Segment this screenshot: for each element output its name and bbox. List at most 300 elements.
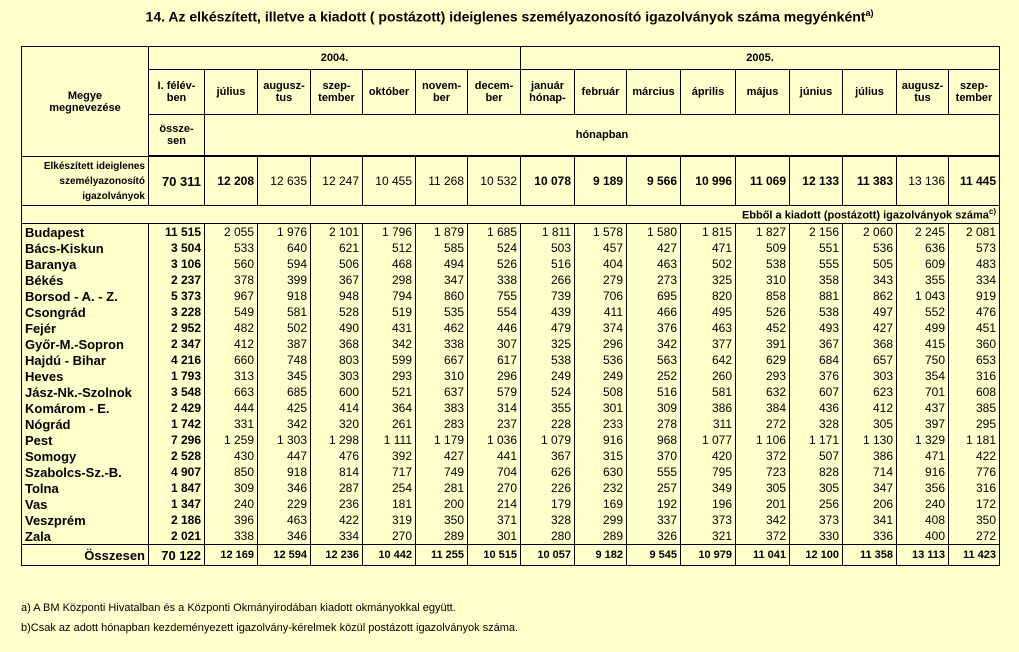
cell-value: 2 245 (897, 224, 949, 241)
table-row (22, 240, 1000, 256)
produced-value: 12 635 (258, 157, 311, 206)
cell-value: 503 (521, 240, 575, 256)
cell-value: 273 (627, 272, 681, 288)
table-row (22, 416, 1000, 432)
produced-value: 9 566 (627, 157, 681, 206)
cell-value: 355 (521, 400, 575, 416)
cell-value: 342 (363, 336, 416, 352)
cell-value: 319 (363, 512, 416, 528)
cell-value: 378 (205, 272, 258, 288)
cell-value: 549 (205, 304, 258, 320)
cell-value: 240 (897, 496, 949, 512)
county-name: Békés (22, 272, 149, 288)
footnote-b: b)Csak az adott hónapban kezdeményezett igazolvány-kérelmek közül postázott igazolványok száma. (21, 622, 519, 634)
cell-value: 457 (575, 240, 627, 256)
cell-value: 519 (363, 304, 416, 320)
col-first-half-total: össze- sen (149, 115, 205, 156)
cell-value: 420 (681, 448, 736, 464)
table-row (22, 512, 1000, 528)
cell-value: 2 055 (205, 224, 258, 241)
cell-value: 192 (627, 496, 681, 512)
total-value: 9 545 (627, 545, 681, 566)
cell-value: 552 (897, 304, 949, 320)
cell-value: 279 (575, 272, 627, 288)
cell-value: 451 (949, 320, 1000, 336)
cell-value: 200 (416, 496, 468, 512)
produced-value: 13 136 (897, 157, 949, 206)
col-2005-month: augusz- tus (897, 70, 949, 115)
cell-value: 397 (897, 416, 949, 432)
cell-value: 315 (575, 448, 627, 464)
year-2005: 2005. (521, 47, 1000, 70)
col-2005-month: január hónap- (521, 70, 575, 115)
cell-value: 482 (205, 320, 258, 336)
table-row (22, 400, 1000, 416)
cell-value: 739 (521, 288, 575, 304)
cell-value: 404 (575, 256, 627, 272)
cell-value: 1 811 (521, 224, 575, 241)
cell-value: 581 (258, 304, 311, 320)
cell-value: 367 (311, 272, 363, 288)
cell-value: 660 (205, 352, 258, 368)
cell-value: 387 (258, 336, 311, 352)
col-2005-month: február (575, 70, 627, 115)
cell-value: 350 (949, 512, 1000, 528)
cell-value: 749 (416, 464, 468, 480)
total-value: 11 358 (843, 545, 897, 566)
cell-value: 820 (681, 288, 736, 304)
cell-value: 2 021 (149, 528, 205, 545)
cell-value: 1 815 (681, 224, 736, 241)
cell-value: 249 (575, 368, 627, 384)
cell-value: 918 (258, 288, 311, 304)
cell-value: 490 (311, 320, 363, 336)
cell-value: 350 (416, 512, 468, 528)
cell-value: 1 685 (468, 224, 521, 241)
cell-value: 386 (843, 448, 897, 464)
cell-value: 535 (416, 304, 468, 320)
county-name: Pest (22, 432, 149, 448)
cell-value: 374 (575, 320, 627, 336)
total-value: 10 057 (521, 545, 575, 566)
county-name: Vas (22, 496, 149, 512)
cell-value: 347 (416, 272, 468, 288)
year-2004: 2004. (149, 47, 521, 70)
cell-value: 1 796 (363, 224, 416, 241)
cell-value: 346 (258, 528, 311, 545)
cell-value: 289 (416, 528, 468, 545)
cell-value: 370 (627, 448, 681, 464)
cell-value: 214 (468, 496, 521, 512)
cell-value: 526 (468, 256, 521, 272)
cell-value: 1 847 (149, 480, 205, 496)
produced-value: 10 078 (521, 157, 575, 206)
cell-value: 293 (736, 368, 790, 384)
produced-value: 70 311 (149, 157, 205, 206)
cell-value: 2 186 (149, 512, 205, 528)
cell-value: 314 (468, 400, 521, 416)
cell-value: 502 (258, 320, 311, 336)
cell-value: 2 237 (149, 272, 205, 288)
cell-value: 301 (575, 400, 627, 416)
produced-value: 12 133 (790, 157, 843, 206)
cell-value: 918 (258, 464, 311, 480)
cell-value: 723 (736, 464, 790, 480)
cell-value: 814 (311, 464, 363, 480)
cell-value: 468 (363, 256, 416, 272)
col-first-half: I. félév- ben (149, 70, 205, 115)
cell-value: 3 504 (149, 240, 205, 256)
cell-value: 342 (736, 512, 790, 528)
cell-value: 412 (205, 336, 258, 352)
total-value: 10 442 (363, 545, 416, 566)
cell-value: 295 (949, 416, 1000, 432)
cell-value: 236 (311, 496, 363, 512)
cell-value: 2 101 (311, 224, 363, 241)
cell-value: 471 (897, 448, 949, 464)
cell-value: 289 (575, 528, 627, 545)
cell-value: 617 (468, 352, 521, 368)
cell-value: 2 429 (149, 400, 205, 416)
cell-value: 667 (416, 352, 468, 368)
cell-value: 272 (736, 416, 790, 432)
cell-value: 256 (790, 496, 843, 512)
cell-value: 336 (843, 528, 897, 545)
cell-value: 755 (468, 288, 521, 304)
cell-value: 536 (843, 240, 897, 256)
col-2004-month: augusz- tus (258, 70, 311, 115)
cell-value: 1 578 (575, 224, 627, 241)
cell-value: 272 (949, 528, 1000, 545)
total-value: 11 255 (416, 545, 468, 566)
county-name: Bács-Kiskun (22, 240, 149, 256)
cell-value: 345 (258, 368, 311, 384)
cell-value: 7 296 (149, 432, 205, 448)
cell-value: 506 (311, 256, 363, 272)
cell-value: 254 (363, 480, 416, 496)
cell-value: 342 (258, 416, 311, 432)
cell-value: 372 (736, 528, 790, 545)
cell-value: 862 (843, 288, 897, 304)
cell-value: 2 060 (843, 224, 897, 241)
table-row (22, 368, 1000, 384)
table-row (22, 448, 1000, 464)
cell-value: 2 081 (949, 224, 1000, 241)
cell-value: 916 (575, 432, 627, 448)
cell-value: 636 (897, 240, 949, 256)
cell-value: 287 (311, 480, 363, 496)
county-name: Csongrád (22, 304, 149, 320)
cell-value: 1 130 (843, 432, 897, 448)
cell-value: 392 (363, 448, 416, 464)
cell-value: 325 (521, 336, 575, 352)
cell-value: 2 528 (149, 448, 205, 464)
cell-value: 447 (258, 448, 311, 464)
cell-value: 524 (468, 240, 521, 256)
produced-value: 12 247 (311, 157, 363, 206)
cell-value: 507 (790, 448, 843, 464)
cell-value: 1 259 (205, 432, 258, 448)
produced-value: 10 532 (468, 157, 521, 206)
col-2005-month: szep- tember (949, 70, 1000, 115)
cell-value: 181 (363, 496, 416, 512)
cell-value: 278 (627, 416, 681, 432)
cell-value: 196 (681, 496, 736, 512)
cell-value: 881 (790, 288, 843, 304)
cell-value: 260 (681, 368, 736, 384)
cell-value: 341 (843, 512, 897, 528)
total-value: 70 122 (149, 545, 205, 566)
cell-value: 356 (897, 480, 949, 496)
footnote-a: a) A BM Központi Hivatalban és a Központi Okmányirodában kiadott okmányokkal együtt. (21, 602, 456, 614)
county-name: Győr-M.-Sopron (22, 336, 149, 352)
cell-value: 338 (416, 336, 468, 352)
cell-value: 367 (521, 448, 575, 464)
produced-value: 12 208 (205, 157, 258, 206)
cell-value: 1 976 (258, 224, 311, 241)
cell-value: 316 (949, 368, 1000, 384)
cell-value: 1 827 (736, 224, 790, 241)
total-label: Összesen (22, 545, 149, 566)
cell-value: 714 (843, 464, 897, 480)
cell-value: 383 (416, 400, 468, 416)
cell-value: 1 181 (949, 432, 1000, 448)
cell-value: 512 (363, 240, 416, 256)
cell-value: 412 (843, 400, 897, 416)
cell-value: 343 (843, 272, 897, 288)
produced-value: 9 189 (575, 157, 627, 206)
cell-value: 408 (897, 512, 949, 528)
table-row (22, 464, 1000, 480)
cell-value: 384 (736, 400, 790, 416)
cell-value: 296 (575, 336, 627, 352)
cell-value: 493 (790, 320, 843, 336)
cell-value: 337 (627, 512, 681, 528)
cell-value: 776 (949, 464, 1000, 480)
cell-value: 476 (949, 304, 1000, 320)
county-name: Szabolcs-Sz.-B. (22, 464, 149, 480)
cell-value: 502 (681, 256, 736, 272)
cell-value: 320 (311, 416, 363, 432)
cell-value: 497 (843, 304, 897, 320)
cell-value: 377 (681, 336, 736, 352)
cell-value: 415 (897, 336, 949, 352)
cell-value: 391 (736, 336, 790, 352)
cell-value: 338 (205, 528, 258, 545)
cell-value: 310 (416, 368, 468, 384)
produced-value: 10 455 (363, 157, 416, 206)
cell-value: 372 (736, 448, 790, 464)
cell-value: 266 (521, 272, 575, 288)
cell-value: 270 (363, 528, 416, 545)
total-value: 11 423 (949, 545, 1000, 566)
cell-value: 704 (468, 464, 521, 480)
cell-value: 2 952 (149, 320, 205, 336)
cell-value: 283 (416, 416, 468, 432)
cell-value: 338 (468, 272, 521, 288)
cell-value: 524 (521, 384, 575, 400)
cell-value: 4 907 (149, 464, 205, 480)
col-2005-month: július (843, 70, 897, 115)
cell-value: 305 (843, 416, 897, 432)
cell-value: 528 (311, 304, 363, 320)
cell-value: 1 106 (736, 432, 790, 448)
cell-value: 1 179 (416, 432, 468, 448)
col-2004-month: decem- ber (468, 70, 521, 115)
total-value: 12 594 (258, 545, 311, 566)
cell-value: 555 (627, 464, 681, 480)
cell-value: 364 (363, 400, 416, 416)
cell-value: 360 (949, 336, 1000, 352)
cell-value: 1 111 (363, 432, 416, 448)
cell-value: 499 (897, 320, 949, 336)
table-row (22, 304, 1000, 320)
cell-value: 599 (363, 352, 416, 368)
total-value: 13 113 (897, 545, 949, 566)
cell-value: 331 (205, 416, 258, 432)
cell-value: 538 (790, 304, 843, 320)
cell-value: 169 (575, 496, 627, 512)
cell-value: 555 (790, 256, 843, 272)
table-row (22, 480, 1000, 496)
cell-value: 439 (521, 304, 575, 320)
cell-value: 463 (627, 256, 681, 272)
cell-value: 425 (258, 400, 311, 416)
cell-value: 316 (949, 480, 1000, 496)
cell-value: 354 (897, 368, 949, 384)
cell-value: 623 (843, 384, 897, 400)
cell-value: 1 879 (416, 224, 468, 241)
data-table (21, 46, 1000, 566)
cell-value: 437 (897, 400, 949, 416)
cell-value: 573 (949, 240, 1000, 256)
cell-value: 396 (205, 512, 258, 528)
cell-value: 463 (258, 512, 311, 528)
county-name: Budapest (22, 224, 149, 241)
cell-value: 270 (468, 480, 521, 496)
cell-value: 463 (681, 320, 736, 336)
cell-value: 642 (681, 352, 736, 368)
cell-value: 431 (363, 320, 416, 336)
col-2005-month: március (627, 70, 681, 115)
cell-value: 717 (363, 464, 416, 480)
cell-value: 1 329 (897, 432, 949, 448)
cell-value: 471 (681, 240, 736, 256)
county-name: Nógrád (22, 416, 149, 432)
cell-value: 399 (258, 272, 311, 288)
cell-value: 252 (627, 368, 681, 384)
cell-value: 228 (521, 416, 575, 432)
table-row (22, 432, 1000, 448)
cell-value: 328 (790, 416, 843, 432)
county-name: Heves (22, 368, 149, 384)
cell-value: 346 (258, 480, 311, 496)
cell-value: 3 106 (149, 256, 205, 272)
months-in-label: hónapban (205, 115, 1000, 156)
cell-value: 376 (627, 320, 681, 336)
cell-value: 301 (468, 528, 521, 545)
cell-value: 299 (575, 512, 627, 528)
cell-value: 310 (736, 272, 790, 288)
col-2004-month: október (363, 70, 416, 115)
col-2004-month: novem- ber (416, 70, 468, 115)
cell-value: 858 (736, 288, 790, 304)
cell-value: 640 (258, 240, 311, 256)
table-row (22, 384, 1000, 400)
produced-value: 11 268 (416, 157, 468, 206)
cell-value: 1 580 (627, 224, 681, 241)
cell-value: 411 (575, 304, 627, 320)
page-title: 14. Az elkészített, illetve a kiadott ( postázott) ideiglenes személyazonosító igazolványok száma megyénként$^{a)}$ (145, 8, 874, 25)
produced-label: Elkészített ideiglenes személyazonosító igazolványok (22, 157, 149, 206)
cell-value: 303 (311, 368, 363, 384)
cell-value: 201 (736, 496, 790, 512)
cell-value: 748 (258, 352, 311, 368)
cell-value: 349 (681, 480, 736, 496)
cell-value: 373 (681, 512, 736, 528)
cell-value: 505 (843, 256, 897, 272)
cell-value: 1 742 (149, 416, 205, 432)
cell-value: 579 (468, 384, 521, 400)
county-name: Borsod - A. - Z. (22, 288, 149, 304)
cell-value: 967 (205, 288, 258, 304)
cell-value: 526 (736, 304, 790, 320)
total-value: 10 515 (468, 545, 521, 566)
cell-value: 653 (949, 352, 1000, 368)
cell-value: 1 298 (311, 432, 363, 448)
cell-value: 476 (311, 448, 363, 464)
cell-value: 422 (949, 448, 1000, 464)
cell-value: 1 077 (681, 432, 736, 448)
produced-value: 10 996 (681, 157, 736, 206)
cell-value: 608 (949, 384, 1000, 400)
cell-value: 1 036 (468, 432, 521, 448)
cell-value: 1 171 (790, 432, 843, 448)
cell-value: 466 (627, 304, 681, 320)
cell-value: 229 (258, 496, 311, 512)
cell-value: 495 (681, 304, 736, 320)
cell-value: 538 (736, 256, 790, 272)
cell-value: 2 347 (149, 336, 205, 352)
cell-value: 368 (843, 336, 897, 352)
cell-value: 2 156 (790, 224, 843, 241)
county-name: Veszprém (22, 512, 149, 528)
cell-value: 508 (575, 384, 627, 400)
total-value: 11 041 (736, 545, 790, 566)
table-row (22, 256, 1000, 272)
cell-value: 637 (416, 384, 468, 400)
cell-value: 311 (681, 416, 736, 432)
total-value: 12 169 (205, 545, 258, 566)
table-row (22, 336, 1000, 352)
cell-value: 560 (205, 256, 258, 272)
cell-value: 750 (897, 352, 949, 368)
cell-value: 206 (843, 496, 897, 512)
county-name: Somogy (22, 448, 149, 464)
total-value: 10 979 (681, 545, 736, 566)
cell-value: 385 (949, 400, 1000, 416)
county-name: Baranya (22, 256, 149, 272)
cell-value: 296 (468, 368, 521, 384)
cell-value: 554 (468, 304, 521, 320)
cell-value: 444 (205, 400, 258, 416)
cell-value: 563 (627, 352, 681, 368)
cell-value: 334 (311, 528, 363, 545)
cell-value: 594 (258, 256, 311, 272)
cell-value: 446 (468, 320, 521, 336)
cell-value: 609 (897, 256, 949, 272)
cell-value: 948 (311, 288, 363, 304)
